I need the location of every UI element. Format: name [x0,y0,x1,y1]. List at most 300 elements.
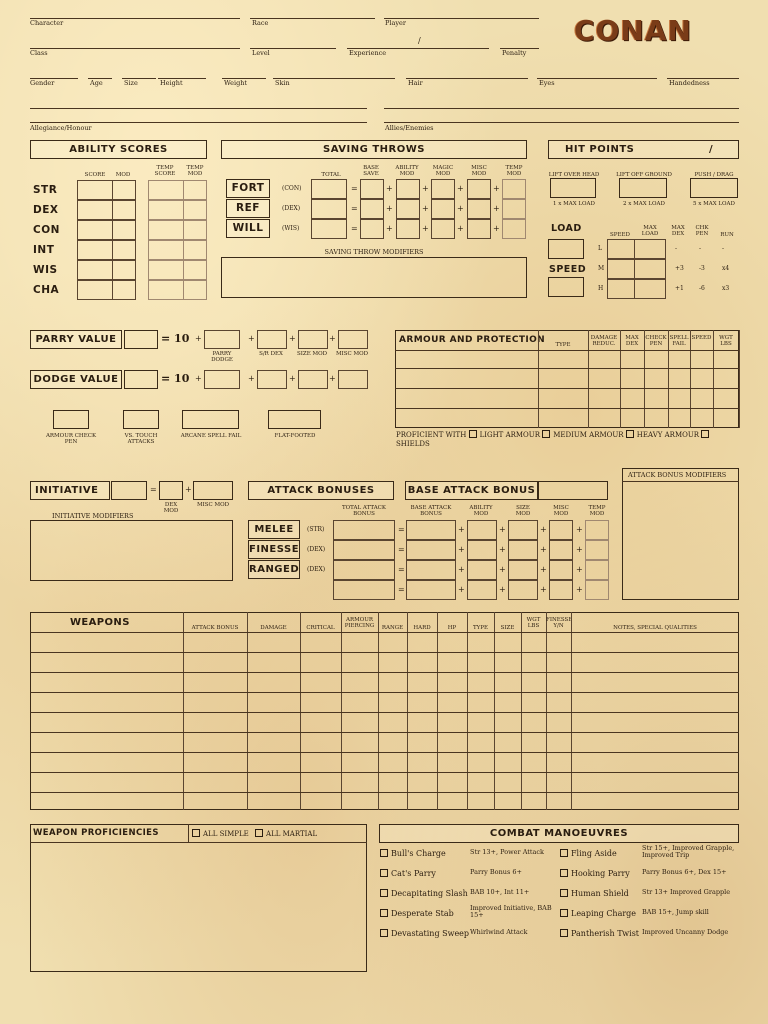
weapon-col-6: HP [447,625,457,631]
weapon-row-2[interactable] [31,673,738,691]
attack-melee-cell-2[interactable] [549,520,573,540]
lift-over-head-label: LIFT OVER HEAD [548,172,600,178]
dodge-equals: = 10 [161,372,190,385]
parry-box-3[interactable] [338,330,368,349]
weapon-col-2: CRITICAL [306,625,335,631]
attack-melee-eq: = [398,525,405,534]
push-drag-box[interactable] [690,178,738,198]
attack-extra-base[interactable] [406,580,456,600]
save-will-label: WILL [226,219,270,238]
save-ref-cell-4[interactable] [502,199,526,219]
weapon-col-10: FINESSE Y/N [546,617,573,629]
saving-throw-modifiers-box[interactable] [221,257,527,298]
hit-points-title: HIT POINTS [565,144,635,155]
lift-off-ground-sub: 2 x MAX LOAD [623,201,665,207]
label-penalty: Penalty [502,49,527,57]
combat-manoeuvres-header: COMBAT MANOEUVRES [379,824,739,843]
weapon-col-8: SIZE [500,625,515,631]
attack-melee-base[interactable] [406,520,456,540]
ability-str-label: STR [33,184,58,196]
load-col-maxdex: MAX DEX [671,225,685,237]
attack-col-base: BASE ATTACK BONUS [410,505,452,517]
attack-ranged-eq: = [398,565,405,574]
label-character: Character [30,19,64,27]
load-row-M-key: M [598,265,605,272]
label-weight: Weight [224,79,248,87]
hit-points-header[interactable] [548,140,739,159]
load-row-H-run: x3 [722,285,730,292]
label-handedness: Handedness [669,79,710,87]
save-fort-cell-3[interactable] [467,179,491,199]
ability-int-mod[interactable] [112,240,136,260]
manoeuvre-2-left[interactable] [380,889,468,898]
manoeuvre-left-name-2: Decapitating Slash [391,889,468,898]
ability-dex-mod[interactable] [112,200,136,220]
manoeuvre-left-req-2: BAB 10+, Int 11+ [470,888,530,896]
dodge-box-3[interactable] [338,370,368,389]
ability-str-temp-mod[interactable] [183,180,207,200]
attack-col-misc: MISC MOD [553,505,569,517]
weapon-row-4[interactable] [31,713,738,731]
attack-finesse-cell-2[interactable] [549,540,573,560]
dodge-box-0[interactable] [204,370,240,389]
checkbox-manoeuvre-right-1[interactable] [560,869,568,877]
proficient-label: PROFICIENT WITH [396,431,467,439]
dodge-plus-2: + [289,374,296,383]
ability-dex-temp-score[interactable] [148,200,184,220]
label-size: Size [124,79,138,87]
weapon-row-6[interactable] [31,753,738,771]
opt-light-armour: LIGHT ARMOUR [479,431,540,439]
checkbox-manoeuvre-left-4[interactable] [380,929,388,937]
checkbox-medium-armour[interactable] [542,430,550,438]
attack-melee-label: MELEE [248,520,300,539]
save-will-plus-1: + [422,224,429,233]
weapon-col-11: NOTES, SPECIAL QUALITIES [613,625,697,631]
manoeuvre-3-left[interactable] [380,909,454,918]
dodge-box-1[interactable] [257,370,287,389]
weapon-col-3: ARMOUR PIERCING [344,617,375,629]
parry-plus-3: + [329,334,336,343]
attack-extra-cell-2[interactable] [549,580,573,600]
dodge-value-header: DODGE VALUE [30,370,122,389]
initiative-equals: = [150,485,157,494]
speed-box[interactable] [548,277,584,297]
load-row-M-maxload[interactable] [634,259,666,279]
ability-cha-mod[interactable] [112,280,136,300]
attack-ranged-cell-0[interactable] [467,560,497,580]
ability-dex-temp-mod[interactable] [183,200,207,220]
armour-col-0: TYPE [555,342,571,348]
armour-col-6: WGT LBS [719,335,733,347]
load-row-H-key: H [598,285,604,292]
parry-box-2[interactable] [298,330,328,349]
save-ref-plus-1: + [422,204,429,213]
manoeuvre-right-req-2: Str 13+ Improved Grapple [642,888,731,896]
ability-cha-score[interactable] [77,280,113,300]
parry-col-sr-dex: S/R DEX [259,351,283,357]
dodge-box-2[interactable] [298,370,328,389]
attack-ranged-total[interactable] [333,560,395,580]
weapon-row-1[interactable] [31,653,738,671]
attack-col-temp: TEMP MOD [588,505,606,517]
parry-col-parry-dodge: PARRY DODGE [211,351,233,363]
checkbox-manoeuvre-left-1[interactable] [380,869,388,877]
ability-con-score[interactable] [77,220,113,240]
checkbox-manoeuvre-right-4[interactable] [560,929,568,937]
label-gender: Gender [30,79,55,87]
attack-finesse-cell-0[interactable] [467,540,497,560]
parry-col-misc-mod: MISC MOD [335,351,369,357]
attack-finesse-cell-1[interactable] [508,540,538,560]
dodge-plus-0: + [195,374,202,383]
attack-extra-plus-1: + [499,585,506,594]
armour-col-1: DAMAGE REDUC. [590,335,618,347]
attack-extra-plus-2: + [540,585,547,594]
manoeuvre-left-name-3: Desperate Stab [391,909,454,918]
attack-finesse-plus-2: + [540,545,547,554]
manoeuvre-1-left[interactable] [380,869,436,878]
load-col-maxload: MAX LOAD [641,225,659,237]
load-box[interactable] [548,239,584,259]
attack-ranged-plus-3: + [576,565,583,574]
save-will-cell-2[interactable] [431,219,455,239]
manoeuvre-right-name-2: Human Shield [571,889,629,898]
armour-check-pen-box[interactable] [53,410,89,429]
load-row-L-chkpen: - [699,245,702,252]
checkbox-light-armour[interactable] [469,430,477,438]
arcane-spell-fail-box[interactable] [182,410,239,429]
label-class: Class [30,49,48,57]
save-will-cell-0[interactable] [360,219,384,239]
attack-extra-total[interactable] [333,580,395,600]
load-row-M-run: x4 [722,265,730,272]
saving-throw-modifiers-label: SAVING THROW MODIFIERS [324,248,424,256]
save-will-ability: (WIS) [282,225,300,232]
attack-extra-cell-0[interactable] [467,580,497,600]
saving-throws-header: SAVING THROWS [221,140,527,159]
lift-off-ground-box[interactable] [619,178,667,198]
manoeuvre-right-req-3: BAB 15+, Jump skill [642,908,709,916]
attack-melee-plus-3: + [576,525,583,534]
armour-row-line-1 [395,368,739,369]
ability-con-temp-score[interactable] [148,220,184,240]
load-row-H-speed[interactable] [607,279,635,299]
opt-shields: SHIELDS [396,440,430,448]
label-age: Age [90,79,103,87]
speed-label: SPEED [549,264,587,275]
label-race: Race [252,19,269,27]
save-ref-plus-2: + [457,204,464,213]
manoeuvre-3-right[interactable] [560,909,636,918]
armour-proficient [396,430,712,439]
save-ref-plus-0: + [386,204,393,213]
parry-equals: = 10 [161,332,190,345]
vs-touch-label: VS. TOUCH ATTACKS [124,433,158,445]
manoeuvre-4-right[interactable] [560,929,639,938]
ability-dex-score[interactable] [77,200,113,220]
ability-wis-temp-mod[interactable] [183,260,207,280]
save-ref-label: REF [226,199,270,218]
initiative-plus: + [185,485,192,494]
attack-finesse-plus-3: + [576,545,583,554]
ability-cha-label: CHA [33,284,60,296]
save-fort-label: FORT [226,179,270,198]
save-will-cell-4[interactable] [502,219,526,239]
ability-wis-label: WIS [33,264,58,276]
weapon-row-5[interactable] [31,733,738,751]
attack-finesse-total[interactable] [333,540,395,560]
load-row-M-maxdex: +3 [675,265,684,272]
initiative-misc-box[interactable] [193,481,233,500]
save-ref-cell-3[interactable] [467,199,491,219]
save-will-plus-0: + [386,224,393,233]
save-ref-plus-3: + [493,204,500,213]
manoeuvre-left-req-0: Str 13+, Power Attack [470,848,544,856]
label-allegiance: Allegiance/Honour [30,124,92,132]
ability-con-mod[interactable] [112,220,136,240]
ability-int-score[interactable] [77,240,113,260]
attack-finesse-label: FINESSE [248,540,300,559]
weapon-col-7: TYPE [472,625,488,631]
label-level: Level [252,49,270,57]
save-col-temp: TEMP MOD [505,165,523,177]
load-row-H-chkpen: -6 [699,285,705,292]
manoeuvre-left-req-3: Improved Initiative, BAB 15+ [470,904,552,919]
label-eyes: Eyes [539,79,555,87]
load-label: LOAD [551,223,582,234]
dodge-plus-3: + [329,374,336,383]
manoeuvre-left-name-0: Bull's Charge [391,849,446,858]
push-drag-label: PUSH / DRAG [694,172,734,178]
manoeuvre-2-right[interactable] [560,889,629,898]
attack-melee-cell-1[interactable] [508,520,538,540]
save-col-ability: ABILITY MOD [395,165,419,177]
ability-str-temp-score[interactable] [148,180,184,200]
save-will-plus-3: + [493,224,500,233]
attack-ranged-plus-1: + [499,565,506,574]
base-attack-bonus-header: BASE ATTACK BONUS [405,481,538,500]
conan-logo: CONAN [574,14,692,47]
attack-finesse-base[interactable] [406,540,456,560]
initiative-total-box[interactable] [111,481,147,500]
load-row-L-key: L [598,245,602,252]
initiative-header: INITIATIVE [30,481,110,500]
save-ref-eq: = [351,204,358,213]
armour-row-line-0 [395,350,739,351]
attack-ranged-plus-0: + [458,565,465,574]
load-col-speed: SPEED [610,232,630,238]
label-skin: Skin [275,79,290,87]
save-ref-ability: (DEX) [282,205,301,212]
ability-int-label: INT [33,244,55,256]
manoeuvre-left-req-4: Whirlwind Attack [470,928,528,936]
armour-col-line-5 [690,330,714,428]
attack-ranged-cell-1[interactable] [508,560,538,580]
proficiency-options [192,829,317,838]
attack-melee-cell-0[interactable] [467,520,497,540]
save-fort-cell-2[interactable] [431,179,455,199]
attack-col-size: SIZE MOD [515,505,531,517]
ability-str-score[interactable] [77,180,113,200]
checkbox-shields[interactable] [701,430,709,438]
label-experience: Experience [349,49,387,57]
manoeuvre-4-left[interactable] [380,929,469,938]
attack-ranged-cell-2[interactable] [549,560,573,580]
attack-melee-plus-1: + [499,525,506,534]
attack-melee-total[interactable] [333,520,395,540]
initiative-dex-box[interactable] [159,481,183,500]
ability-cha-temp-score[interactable] [148,280,184,300]
save-fort-cell-1[interactable] [396,179,420,199]
attack-finesse-cell-3[interactable] [585,540,609,560]
manoeuvre-right-req-4: Improved Uncanny Dodge [642,928,729,936]
save-will-total[interactable] [311,219,347,239]
lift-over-head-sub: 1 x MAX LOAD [553,201,595,207]
flat-footed-label: FLAT-FOOTED [274,433,316,439]
opt-all-simple: ALL SIMPLE [203,830,249,838]
ability-wis-score[interactable] [77,260,113,280]
manoeuvre-0-right[interactable] [560,849,617,858]
armour-col-4: SPELL FAIL [669,335,689,347]
ability-con-label: CON [33,224,60,236]
attack-extra-eq: = [398,585,405,594]
attack-extra-cell-1[interactable] [508,580,538,600]
save-col-magic: MAGIC MOD [432,165,454,177]
parry-plus-2: + [289,334,296,343]
armour-row-line-2 [395,388,739,389]
checkbox-manoeuvre-right-0[interactable] [560,849,568,857]
lift-off-ground-label: LIFT OFF GROUND [616,172,672,178]
load-col-run: RUN [720,232,734,238]
save-fort-total[interactable] [311,179,347,199]
save-will-eq: = [351,224,358,233]
save-will-cell-1[interactable] [396,219,420,239]
save-col-misc: MISC MOD [471,165,487,177]
save-ref-cell-0[interactable] [360,199,384,219]
save-col-total: TOTAL [321,172,341,178]
weapons-header: WEAPONS [70,617,130,628]
attack-bonus-modifiers-label: ATTACK BONUS MODIFIERS [628,471,727,479]
ability-col-score: SCORE [84,172,106,178]
ability-int-temp-mod[interactable] [183,240,207,260]
hit-points-separator: / [709,144,714,155]
checkbox-all-martial[interactable] [255,829,263,837]
attack-finesse-ability: (DEX) [307,546,326,553]
weapon-row-7[interactable] [31,773,738,791]
parry-value-header: PARRY VALUE [30,330,122,349]
weapon-col-5: HARD [413,625,431,631]
weapon-row-3[interactable] [31,693,738,711]
checkbox-all-simple[interactable] [192,829,200,837]
parry-plus-1: + [248,334,255,343]
save-fort-cell-0[interactable] [360,179,384,199]
weapon-row-8[interactable] [31,793,738,811]
load-col-chkpen: CHK PEN [695,225,709,237]
attack-ranged-base[interactable] [406,560,456,580]
label-hair: Hair [408,79,423,87]
attack-finesse-eq: = [398,545,405,554]
ability-int-temp-score[interactable] [148,240,184,260]
attack-extra-plus-0: + [458,585,465,594]
load-row-L-maxload[interactable] [634,239,666,259]
dodge-value-box[interactable] [124,370,158,389]
dodge-plus-1: + [248,374,255,383]
load-row-L-speed[interactable] [607,239,635,259]
ability-con-temp-mod[interactable] [183,220,207,240]
ability-wis-mod[interactable] [112,260,136,280]
parry-box-0[interactable] [204,330,240,349]
attack-bonus-modifiers-box[interactable] [622,468,739,600]
initiative-col-dex: DEX MOD [163,502,179,514]
attack-melee-ability: (STR) [307,526,325,533]
load-row-M-speed[interactable] [607,259,635,279]
checkbox-heavy-armour[interactable] [626,430,634,438]
armour-col-5: SPEED [691,335,712,341]
checkbox-manoeuvre-left-2[interactable] [380,889,388,897]
manoeuvre-right-name-3: Leaping Charge [571,909,637,918]
save-ref-cell-1[interactable] [396,199,420,219]
ability-cha-temp-mod[interactable] [183,280,207,300]
attack-finesse-plus-1: + [499,545,506,554]
ability-col-temp-mod: TEMP MOD [186,165,204,177]
weapon-proficiencies-box[interactable] [30,824,367,972]
manoeuvre-right-req-0: Str 15+, Improved Grapple, Improved Trip [642,844,735,859]
weapon-row-0[interactable] [31,633,738,651]
ability-col-temp-score: TEMP SCORE [154,165,176,177]
checkbox-manoeuvre-left-0[interactable] [380,849,388,857]
parry-box-1[interactable] [257,330,287,349]
attack-extra-cell-3[interactable] [585,580,609,600]
save-fort-cell-4[interactable] [502,179,526,199]
ability-wis-temp-score[interactable] [148,260,184,280]
manoeuvre-left-req-1: Parry Bonus 6+ [470,868,522,876]
ability-col-mod: MOD [115,172,131,178]
load-row-M-chkpen: -3 [699,265,705,272]
initiative-modifiers-label: INITIATIVE MODIFIERS [52,512,134,520]
parry-value-box[interactable] [124,330,158,349]
attack-ranged-label: RANGED [248,560,300,579]
lift-over-head-box[interactable] [550,178,596,198]
checkbox-manoeuvre-left-3[interactable] [380,909,388,917]
save-ref-cell-2[interactable] [431,199,455,219]
attack-extra-plus-3: + [576,585,583,594]
manoeuvre-right-name-4: Pantherish Twist [571,929,640,938]
label-height: Height [160,79,183,87]
initiative-modifiers-box[interactable] [30,520,233,581]
attack-melee-cell-3[interactable] [585,520,609,540]
attack-melee-plus-0: + [458,525,465,534]
attack-ranged-cell-3[interactable] [585,560,609,580]
manoeuvre-1-right[interactable] [560,869,630,878]
manoeuvre-0-left[interactable] [380,849,446,858]
ability-str-mod[interactable] [112,180,136,200]
weapon-col-9: WGT LBS [526,617,541,629]
attack-col-total: TOTAL ATTACK BONUS [341,505,387,517]
save-will-cell-3[interactable] [467,219,491,239]
save-ref-total[interactable] [311,199,347,219]
flat-footed-box[interactable] [268,410,321,429]
attack-bonuses-header: ATTACK BONUSES [248,481,394,500]
save-fort-plus-1: + [422,184,429,193]
manoeuvre-right-name-1: Hooking Parry [571,869,630,878]
vs-touch-box[interactable] [123,410,159,429]
manoeuvre-left-name-4: Devastating Sweep [391,929,470,938]
base-attack-bonus-box[interactable] [538,481,608,500]
checkbox-manoeuvre-right-3[interactable] [560,909,568,917]
load-row-H-maxload[interactable] [634,279,666,299]
checkbox-manoeuvre-right-2[interactable] [560,889,568,897]
